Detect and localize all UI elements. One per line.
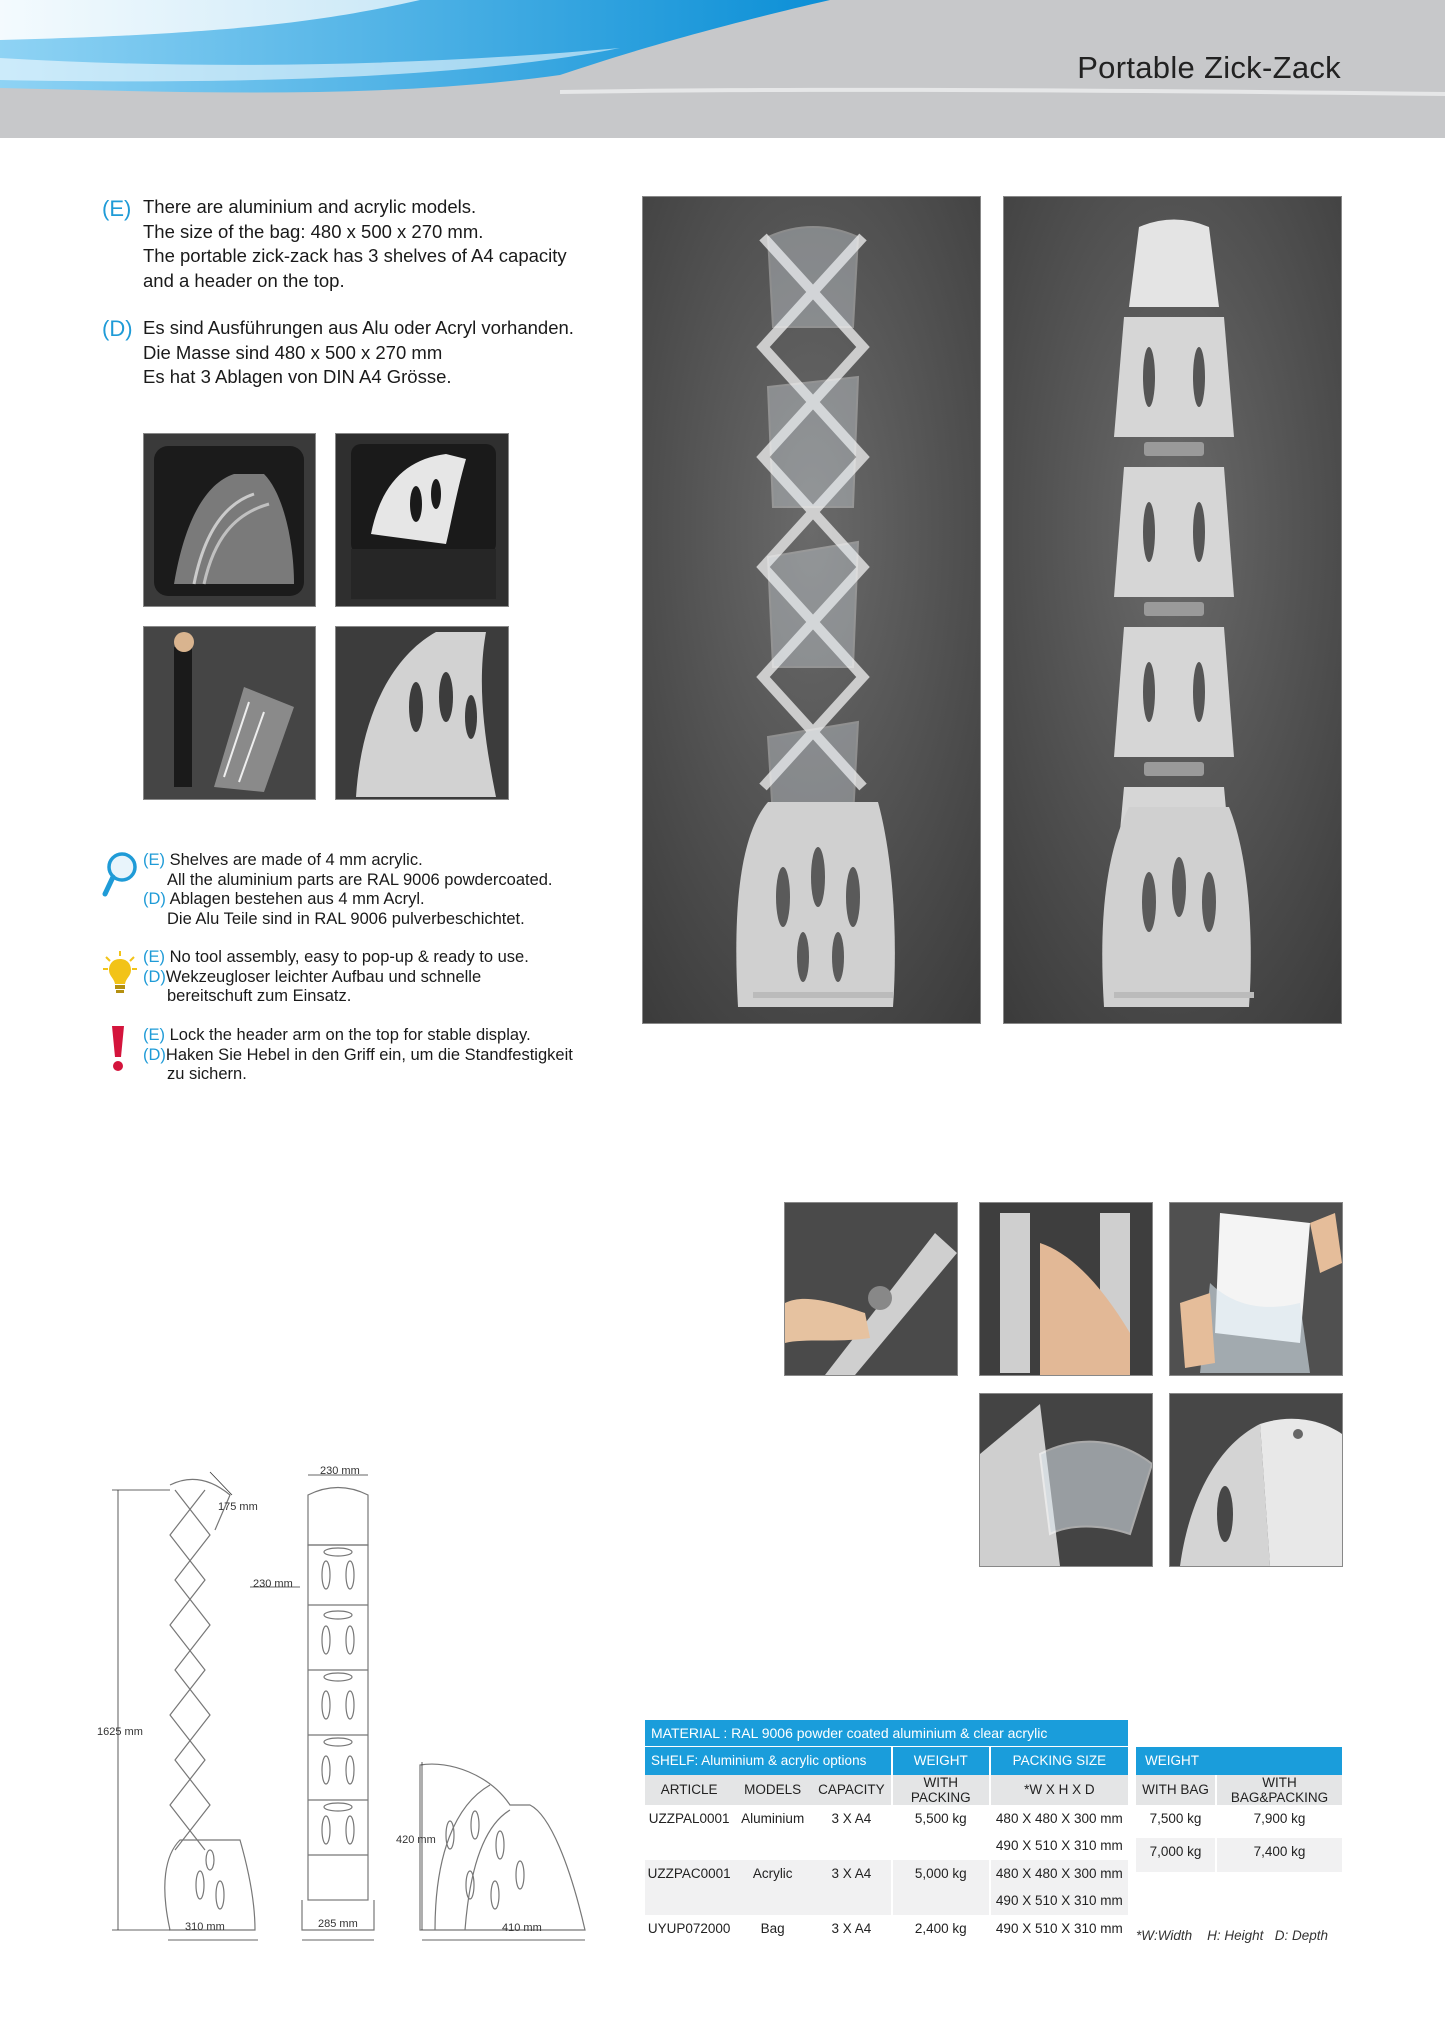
intro-line: Es sind Ausführungen aus Alu oder Acryl vorhanden. bbox=[143, 317, 574, 338]
note-materials bbox=[143, 851, 553, 929]
english-intro bbox=[143, 195, 567, 293]
col-article: ARTICLE bbox=[645, 1775, 733, 1805]
spec-subheader-row bbox=[645, 1775, 1128, 1805]
article-cell: UYUP072000 bbox=[647, 1920, 731, 1936]
with-bag-packing-cell: 7,400 kg bbox=[1216, 1838, 1342, 1872]
dim-side-width: 230 mm bbox=[253, 1578, 293, 1590]
photo-header-lock-detail bbox=[1169, 1393, 1343, 1567]
material-header: MATERIAL : RAL 9006 powder coated aluminium & clear acrylic bbox=[645, 1720, 1128, 1746]
packing-cell: 490 X 510 X 310 mm bbox=[995, 1838, 1123, 1854]
exclamation-icon bbox=[108, 1026, 128, 1072]
packing-cell: 480 X 480 X 300 mm bbox=[990, 1860, 1128, 1888]
capacity-cell: 3 X A4 bbox=[812, 1860, 892, 1915]
weight-subheader-row bbox=[1136, 1775, 1342, 1805]
photo-acrylic-shelf-detail bbox=[979, 1393, 1153, 1567]
note-e-tag: (E) bbox=[143, 1026, 165, 1044]
note-line: Die Alu Teile sind in RAL 9006 pulverbeschichtet. bbox=[167, 909, 525, 928]
note-line: All the aluminium parts are RAL 9006 powdercoated. bbox=[167, 870, 553, 889]
dim-base-depth: 310 mm bbox=[185, 1921, 225, 1933]
photo-shelf-insert bbox=[979, 1202, 1153, 1376]
col-with-bag: WITH BAG bbox=[1136, 1775, 1216, 1805]
note-line: bereitschuft zum Einsatz. bbox=[167, 987, 352, 1005]
note-line: Ablagen bestehen aus 4 mm Acryl. bbox=[169, 890, 425, 908]
dim-height: 1625 mm bbox=[97, 1726, 143, 1738]
model-cell: Acrylic bbox=[733, 1860, 812, 1915]
note-e-tag: (E) bbox=[143, 948, 165, 966]
note-line: Shelves are made of 4 mm acrylic. bbox=[169, 851, 423, 869]
with-bag-cell: 7,500 kg bbox=[1136, 1805, 1216, 1839]
weight-cell: 5,500 kg bbox=[892, 1805, 990, 1860]
with-bag-cell: 7,000 kg bbox=[1136, 1838, 1216, 1872]
intro-line: There are aluminium and acrylic models. bbox=[143, 196, 477, 217]
magnifier-icon bbox=[102, 850, 138, 900]
intro-line: The portable zick-zack has 3 shelves of A4 capacity bbox=[143, 245, 567, 266]
legend-depth: D: Depth bbox=[1274, 1928, 1328, 1943]
weight-cell: 2,400 kg bbox=[892, 1915, 990, 1943]
dim-folded-length: 410 mm bbox=[502, 1922, 542, 1934]
photo-aluminium-in-bag bbox=[335, 433, 509, 607]
weight-column-header: WEIGHT bbox=[892, 1747, 990, 1775]
dimension-legend bbox=[1136, 1928, 1328, 1943]
photo-base-detail bbox=[335, 626, 509, 800]
legend-width: *W:Width bbox=[1136, 1928, 1193, 1943]
with-bag-packing-cell: 7,900 kg bbox=[1253, 1810, 1306, 1826]
legend-height: H: Height bbox=[1207, 1928, 1264, 1943]
photo-aluminium-stand bbox=[1003, 196, 1342, 1024]
intro-line: The size of the bag: 480 x 500 x 270 mm. bbox=[143, 220, 484, 242]
photo-hinge-detail bbox=[784, 1202, 958, 1376]
weight-table bbox=[1136, 1747, 1342, 1872]
note-locking bbox=[143, 1026, 573, 1085]
spec-table bbox=[645, 1747, 1128, 1942]
photo-person-unfolding bbox=[143, 626, 316, 800]
table-row bbox=[645, 1915, 1128, 1943]
packing-column-header: PACKING SIZE bbox=[1012, 1753, 1107, 1769]
note-d-tag: (D) bbox=[143, 1045, 166, 1064]
model-cell: Bag bbox=[760, 1920, 785, 1936]
note-e-tag: (E) bbox=[143, 851, 165, 869]
model-cell: Aluminium bbox=[741, 1810, 805, 1826]
packing-cell: 490 X 510 X 310 mm bbox=[990, 1887, 1128, 1915]
article-cell: UZZPAC0001 bbox=[645, 1860, 733, 1915]
german-intro bbox=[143, 316, 574, 390]
dim-folded-height: 420 mm bbox=[396, 1834, 436, 1846]
intro-line: Es hat 3 Ablagen von DIN A4 Grösse. bbox=[143, 366, 452, 387]
intro-line: and a header on the top. bbox=[143, 269, 345, 291]
note-line: No tool assembly, easy to pop-up & ready to use. bbox=[169, 948, 529, 966]
capacity-cell: 3 X A4 bbox=[812, 1805, 892, 1860]
article-cell: UZZPAL0001 bbox=[648, 1810, 730, 1826]
german-tag: (D) bbox=[102, 316, 133, 341]
weight-table-header: WEIGHT bbox=[1145, 1753, 1199, 1769]
header-band bbox=[0, 0, 1445, 138]
spec-header-row bbox=[645, 1747, 1128, 1775]
photo-header-paper bbox=[1169, 1202, 1343, 1376]
note-line: Haken Sie Hebel in den Griff ein, um die Standfestigkeit bbox=[165, 1045, 573, 1064]
packing-cell: 480 X 480 X 300 mm bbox=[995, 1810, 1123, 1826]
dim-front-base-width: 285 mm bbox=[318, 1918, 358, 1930]
lightbulb-icon bbox=[103, 951, 137, 995]
col-dimensions: *W X H X D bbox=[990, 1775, 1128, 1805]
table-row bbox=[645, 1860, 1128, 1888]
packing-cell: 490 X 510 X 310 mm bbox=[995, 1920, 1123, 1936]
dim-top-depth: 175 mm bbox=[218, 1501, 258, 1513]
weight-cell: 5,000 kg bbox=[892, 1860, 990, 1915]
note-line: Lock the header arm on the top for stable display. bbox=[169, 1026, 531, 1044]
col-capacity: CAPACITY bbox=[812, 1775, 892, 1805]
note-line: zu sichern. bbox=[167, 1065, 247, 1083]
technical-drawing bbox=[90, 1455, 610, 1945]
note-line: Wekzeugloser leichter Aufbau und schnelle bbox=[165, 967, 482, 986]
note-assembly bbox=[143, 948, 529, 1007]
page-title: Portable Zick-Zack bbox=[1077, 50, 1341, 85]
table-row bbox=[645, 1805, 1128, 1833]
col-with-bag-packing: WITH BAG&PACKING bbox=[1216, 1775, 1342, 1805]
dim-front-top-width: 230 mm bbox=[320, 1465, 360, 1477]
intro-line: Die Masse sind 480 x 500 x 270 mm bbox=[143, 341, 443, 363]
photo-acrylic-in-bag bbox=[143, 433, 316, 607]
shelf-header: SHELF: Aluminium & acrylic options bbox=[645, 1747, 892, 1775]
photo-acrylic-stand bbox=[642, 196, 981, 1024]
english-tag: (E) bbox=[102, 196, 132, 221]
col-with-packing: WITH PACKING bbox=[892, 1775, 990, 1805]
weight-header-row bbox=[1136, 1747, 1342, 1775]
capacity-cell: 3 X A4 bbox=[812, 1915, 892, 1943]
col-models: MODELS bbox=[733, 1775, 812, 1805]
note-d-tag: (D) bbox=[143, 967, 166, 986]
note-d-tag: (D) bbox=[143, 890, 166, 908]
